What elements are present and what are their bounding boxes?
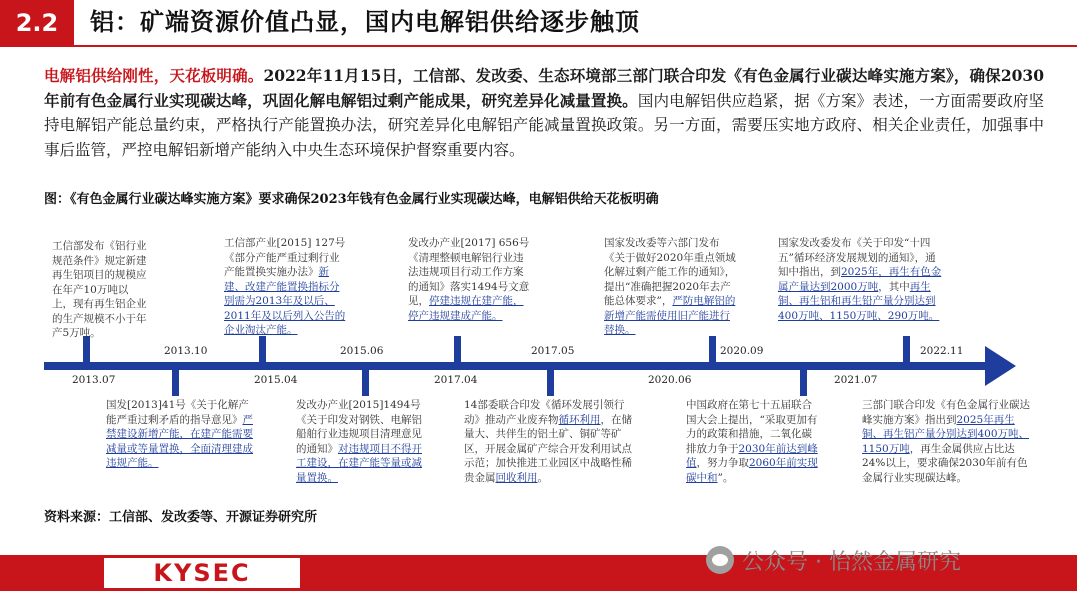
- event-2017-05-highlight: 停建违规在建产能，停产违规建成产能。: [408, 295, 524, 322]
- year-label-bottom-3: 2017.04: [434, 374, 478, 386]
- event-2013-10: 工信部发布《铝行业规范条件》规定新建再生铝项目的规模应在年产10万吨以上，现有再生铝企业的生产规模不小于年产5万吨。: [52, 240, 147, 339]
- year-label-bottom-5: 2021.07: [834, 374, 878, 386]
- marker-2015-06: [259, 336, 266, 362]
- event-2022-11: 国家发改委发布《关于印发“十四五”循环经济发展规划的通知》，通知中指出，到2025年，再生有色金属产量达到2000万吨，其中再生铜、再生铝和再生铅产量分别达到400万吨、1150万吨、290万吨。: [778, 237, 942, 322]
- event-2015-04: 发改办产业[2015]1494号《关于印发对钢铁、电解铝船舶行业违规项目清理意见的通知》对违规项目不得开工建设，在建产能等量或减量置换。: [296, 399, 422, 484]
- figure-title: 图：《有色金属行业碳达峰实施方案》要求确保2023年钱有色金属行业实现碳达峰，电解铝供给天花板明确: [44, 192, 659, 207]
- intro-rest: 国内电解铝供应趋紧，据《方案》表述，一方面需要政府坚持电解铝产能总量约束，严格执行产能置换办法，研究差异化电解铝产能减量置换政策。另一方面，需要压实地方政府、相关企业责任，加强事中事后监管，严控电解铝新增产能纳入中央生态环境保护督察重要内容。: [44, 91, 1044, 159]
- year-label-top-1: 2013.10: [164, 345, 208, 357]
- intro-lead: 电解铝供给刚性，天花板明确。: [44, 66, 264, 85]
- event-2020-09: 国家发改委等六部门发布《关于做好2020年重点领域化解过剩产能工作的通知》，提出“准确把握2020年去产能总体要求”，严防电解铝的新增产能需使用旧产能进行替换。: [604, 237, 736, 336]
- kysec-logo: KYSEC: [104, 558, 300, 588]
- event-2017-05: 发改办产业[2017] 656号《清理整顿电解铝行业违法违规项目行动工作方案的通知》落实1494号文意见，停建违规在建产能，停产违规建成产能。: [408, 237, 530, 322]
- marker-2017-05: [454, 336, 461, 362]
- event-2013-07: 国发[2013]41号《关于化解产能严重过剩矛盾的指导意见》严禁建设新增产能，在建产能需要减量或等量置换，全面清理建成违规产能。: [106, 399, 253, 469]
- event-2020-06-highlight-2: 2060年前实现碳中和: [686, 457, 818, 484]
- year-label-bottom-1: 2013.07: [72, 374, 116, 386]
- event-2021-07-highlight: 2025年再生铜、再生铝产量分别达到400万吨、1150万吨: [862, 413, 1030, 455]
- marker-2017-04: [547, 370, 554, 396]
- year-label-top-4: 2020.09: [720, 345, 764, 357]
- year-label-top-5: 2022.11: [920, 345, 964, 357]
- event-2015-06: 工信部产业[2015] 127号《部分产能严重过剩行业产能置换实施办法》新建、改建产能置换指标分别需为2013年及以后、2011年及以后列入公告的企业淘汰产能。: [224, 237, 346, 336]
- event-2020-06-highlight-1: 2030年前达到峰值: [686, 442, 818, 469]
- marker-2013-07: [172, 370, 179, 396]
- marker-2022-11: [903, 336, 910, 362]
- event-2022-11-highlight-2: 再生铜、再生铝和再生铅产量分别达到400万吨、1150万吨、290万吨。: [778, 280, 940, 322]
- event-2017-04-highlight-2: 回收利用: [495, 471, 538, 484]
- event-2022-11-highlight-1: 2025年，再生有色金属产量达到2000万吨: [778, 266, 942, 293]
- event-2013-07-highlight: 严禁建设新增产能，在建产能需要减量或等量置换，全面清理建成违规产能。: [106, 413, 253, 469]
- wechat-icon: [706, 546, 734, 574]
- year-label-bottom-4: 2020.06: [648, 374, 692, 386]
- marker-2020-06: [800, 370, 807, 396]
- slide-title: 铝：矿端资源价值凸显，国内电解铝供给逐步触顶: [90, 7, 640, 36]
- marker-2020-09: [709, 336, 716, 362]
- event-2020-06: 中国政府在第七十五届联合国大会上提出，“采取更加有力的政策和措施，二氧化碳排放力争于2030年前达到峰值，努力争取2060年前实现碳中和”。: [686, 399, 818, 484]
- event-2020-09-highlight: 严防电解铝的新增产能需使用旧产能进行替换。: [604, 295, 736, 336]
- marker-2015-04: [362, 370, 369, 396]
- intro-bold: 2022年11月15日，工信部、发改委、生态环境部三部门联合印发《有色金属行业碳达峰实施方案》，确保2030年前有色金属行业实现碳达峰，巩固化解电解铝过剩产能成果，研究差异化减量置换。: [44, 66, 1044, 110]
- section-number: 2.2: [0, 0, 74, 46]
- source-note: 资料来源：工信部、发改委等、开源证券研究所: [44, 510, 318, 525]
- watermark-text: 公众号 · 怡然金属研究: [742, 549, 961, 575]
- event-2021-07: 三部门联合印发《有色金属行业碳达峰实施方案》指出到2025年再生铜、再生铝产量分别达到400万吨、1150万吨，再生金属供应占比达24%以上，要求确保2030年前有色金属行业实现碳达峰。: [862, 399, 1030, 484]
- year-label-top-2: 2015.06: [340, 345, 384, 357]
- wechat-watermark: [706, 540, 961, 580]
- year-label-bottom-2: 2015.04: [254, 374, 298, 386]
- year-label-top-3: 2017.05: [531, 345, 575, 357]
- event-2017-04-highlight-1: 循环利用: [558, 413, 601, 426]
- event-2015-04-highlight: 对违规项目不得开工建设，在建产能等量或减量置换。: [296, 442, 422, 484]
- event-2015-06-highlight: 新建、改建产能置换指标分别需为2013年及以后、2011年及以后列入公告的企业淘汰产能。: [224, 266, 346, 336]
- event-2017-04: 14部委联合印发《循环发展引领行动》推动产业废弃物循环利用，在储量大、共伴生的铝土矿、铜矿等矿区，开展金属矿产综合开发利用试点示范；加快推进工业园区中战略性稀贵金属回收利用。: [464, 399, 632, 484]
